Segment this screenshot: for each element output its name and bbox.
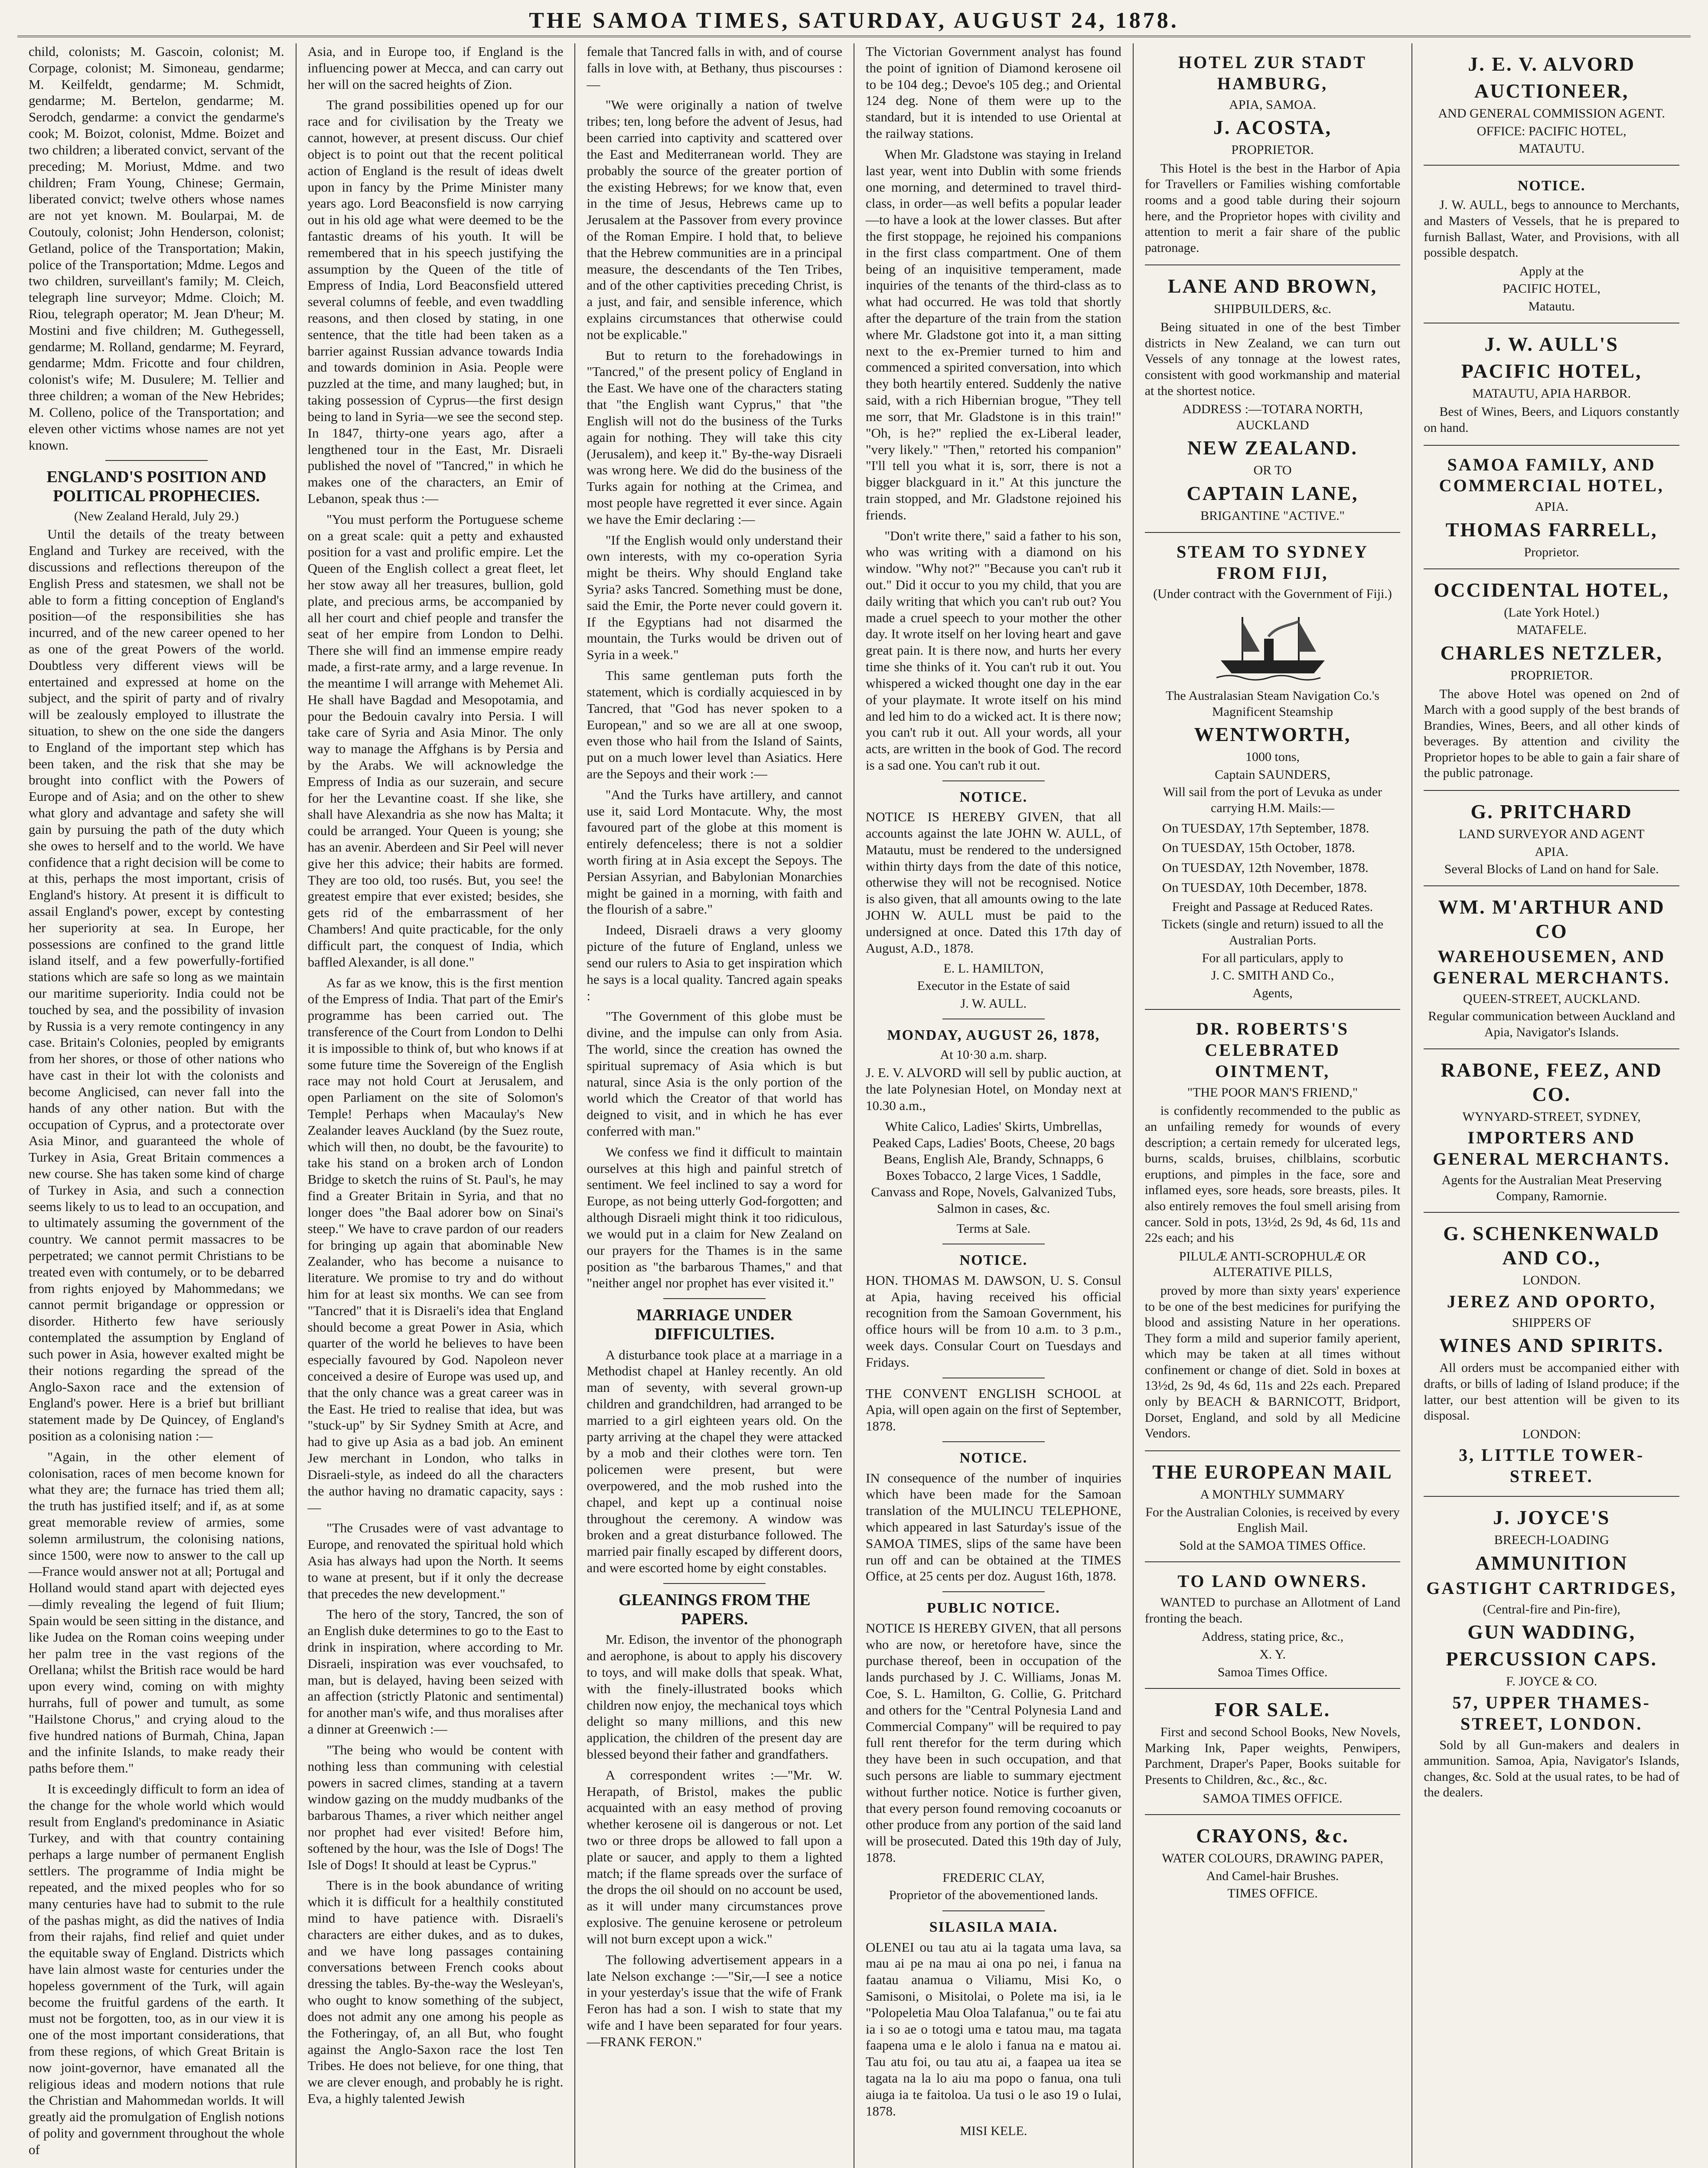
column-4 — [854, 43, 1134, 2168]
ad-for-sale — [1145, 1689, 1401, 1815]
notice-heading: PUBLIC NOTICE. — [927, 1600, 1060, 1616]
ad-body: First and second School Books, New Novels, Marking Ink, Paper weights, Penwipers, Parchment, Draper's Paper, Books suitable for Presents to Children, &c., &c., &c. — [1144, 1725, 1401, 1787]
ad-sub: BREECH-LOADING — [1494, 1533, 1609, 1548]
ad-role: LAND SURVEYOR AND AGENT — [1458, 827, 1645, 842]
ad-line: And Camel-hair Brushes. — [1206, 1868, 1339, 1883]
ad-agents: Agents, — [1252, 986, 1293, 1000]
ad-line: (Central-fire and Pin-fire), — [1483, 1602, 1620, 1616]
ad-aull-hotel — [1424, 323, 1679, 446]
ad-steam-sydney — [1145, 533, 1401, 1010]
ad-title: J. E. V. ALVORD — [1468, 53, 1636, 75]
article-paragraph: The grand possibilities opened up for our race and for civilisation by the Treaty we cannot, however, at present discuss. Our chief object is to point out that the recent political action of England is the result of ideas dwelt upon in fancy by the Prime Minister many years ago. Lord Beaconsfield is now carrying out in his old age what were deemed to be the fantastic dreams of his youth. It will be remembered that in his speech justifying the assumption by the Queen of the title of Empress of India, Lord Beaconsfield uttered several columns of feeble, and even twaddling reasons, and then closed by stating, in one sentence, that the title had been taken as a barrier against Russian advance towards India and towards dominion in Asia. People were puzzled at the time, and many laughed; but, in taking possession of Cyprus—the first design being to land in Syria—we see the second step. In 1847, thirty-one years ago, after a lengthened tour in the East, Mr. Disraeli published the novel of "Tancred," in which he makes one of the characters, an Emir of Lebanon, speak thus :— — [307, 97, 564, 506]
column-1 — [17, 43, 297, 2168]
sailing-date: On TUESDAY, 10th December, 1878. — [1162, 880, 1367, 895]
notice-body: HON. THOMAS M. DAWSON, U. S. Consul at Apia, having received his official recognition from the Samoan Government, his office hours will be from 10 a.m. to 3 p.m., week days. Consular Court on Tuesdays and Fridays. — [866, 1272, 1121, 1370]
ad-sail: Will sail from the port of Levuka as under carrying H.M. Mails:— — [1163, 785, 1382, 815]
column-6 — [1412, 43, 1691, 2168]
article-paragraph: female that Tancred falls in with, and of course falls in love with, at Bethany, thus piscourses :— — [587, 44, 843, 92]
ad-title: G. PRITCHARD — [1470, 800, 1633, 823]
article-paragraph: We confess we find it difficult to maintain ourselves at this high and painful stretch of sentiment. We feel inclined to say a word for Europe, as not being utterly God-forgotten; and although Disraeli might think it too ridiculous, we would put in a claim for New Zealand on our prayers for the Thames is in the same position as "the barbarous Thames," and that "neither angel nor prophet has ever visited it." — [587, 1144, 843, 1291]
ad-body: J. W. AULL, begs to announce to Merchants, and Masters of Vessels, that he is prepared to furnish Ballast, Water, and Provisions, with all possible despatch. — [1424, 198, 1680, 260]
ad-body: For the Australian Colonies, is received by every English Mail. — [1145, 1505, 1400, 1535]
ad-title: RABONE, FEEZ, AND CO. — [1441, 1058, 1662, 1105]
article-paragraph: "If the English would only understand their own interests, with my co-operation Syria might be theirs. Why should England take Syria? asks Tancred. Something must be done, said the Emir, the Porte never could govern it. If the Egyptians had not disarmed the mountain, the Turks would be driven out of Syria in a week." — [587, 532, 843, 663]
article-paragraph: "Again, in the other element of colonisation, races of men become known for what they are; the furnace has tried them all; the truth has justified itself; and if, as at some great memorable review of armies, some solemn armilustrum, the colonising nations, since 1500, were now to answer to the call up—France would answer not at all; Portugal and Holland would stand apart with dejected eyes—dimly revealing the legend of fuit Ilium; Spain would be seen sitting in the distance, and like Judea on the Roman coins weeping under her palm tree in the vast regions of the Orellana; whilst the British race would be hard upon every wind, coming on with mighty hurrahs, full of power and tumult, as some "Hailstone Chorus," and crying aloud to the five hundred nations of Burmah, China, Japan and the infinite Islands, to make ready their paths before them." — [29, 1449, 284, 1776]
divider — [942, 1910, 1045, 1911]
ad-title: G. SCHENKENWALD AND CO., — [1443, 1222, 1660, 1269]
article-paragraph: "The Crusades were of vast advantage to Europe, and renovated the spiritual hold which Asia has always had upon the North. It seems to wane at present, but if it only the decrease that precedes the new development." — [307, 1520, 564, 1601]
article-paragraph: A disturbance took place at a marriage in a Methodist chapel at Hanley recently. An old man of seventy, with several grown-up children and grandchildren, had arranged to be married to a girl eighteen years old. On the party arriving at the chapel they were attacked by a mob and their clothes were torn. Ten policemen were present, but were overpowered, and the mob rushed into the chapel, and kept up a continual noise throughout the ceremony. A window was broken and a great disturbance followed. The married pair finally escaped by different doors, and were escorted home by eight constables. — [587, 1347, 843, 1576]
notice-heading: SILASILA MAIA. — [929, 1919, 1058, 1936]
notice-signature: Executor in the Estate of said — [917, 979, 1070, 993]
ad-address: Address, stating price, &c., — [1201, 1629, 1344, 1644]
notice-signature: MISI KELE. — [960, 2124, 1027, 2139]
ad-mcarthur — [1424, 886, 1679, 1049]
ad-title: TO LAND OWNERS. — [1177, 1571, 1368, 1591]
ad-tickets: Tickets (single and return) issued to all the Australian Ports. — [1161, 917, 1384, 948]
ad-body: is confidently recommended to the public as an unfailing remedy for wounds of every description; a certain remedy for ulcerated legs, burns, scalds, bruises, chilblains, scorbutic eruptions, and pimples in the face, sore and inflamed eyes, sore heads, sore breasts, piles. It also entirely removes the foul smell arising from cancer. Sold in pots, 13½d, 2s 9d, 4s 6d, 11s and 22s each; and his — [1144, 1104, 1401, 1245]
ad-address: QUEEN-STREET, AUCKLAND. — [1463, 991, 1640, 1006]
ad-title: STEAM TO SYDNEY FROM FIJI, — [1176, 542, 1369, 583]
ad-title: J. W. AULL'S — [1484, 333, 1619, 355]
ad-sub: JEREZ AND OPORTO, — [1447, 1291, 1656, 1311]
ad-office: SAMOA TIMES OFFICE. — [1203, 1791, 1343, 1806]
ad-body: Being situated in one of the best Timber districts in New Zealand, we can turn out Vessels of any tonnage at the lowest rates, consistent with good workmanship and material at the shortest notice. — [1144, 320, 1401, 398]
ad-title: OCCIDENTAL HOTEL, — [1434, 578, 1669, 601]
ad-sold: Sold at the SAMOA TIMES Office. — [1179, 1538, 1366, 1553]
ad-goods: WINES AND SPIRITS. — [1439, 1334, 1664, 1357]
ad-title: FOR SALE. — [1214, 1698, 1331, 1721]
ad-land-owners — [1145, 1562, 1401, 1689]
ad-sub: IMPORTERS AND GENERAL MERCHANTS. — [1433, 1128, 1670, 1169]
ad-title: THE EUROPEAN MAIL — [1152, 1460, 1393, 1483]
ad-role: SHIPPERS OF — [1512, 1315, 1591, 1330]
ad-joyce — [1424, 1497, 1679, 1809]
article-paragraph: "The Government of this globe must be divine, and the impulse can only from Asia. The world, since the creation has owned the spiritual supremacy of Asia which is but natural, since Asia is the only portion of the world which the Creator of that world has deigned to visit, and in which he has ever conferred with man." — [587, 1009, 843, 1139]
ad-office: TIMES OFFICE. — [1227, 1886, 1318, 1901]
ad-place: APIA, SAMOA. — [1229, 97, 1316, 112]
notice-heading: NOTICE. — [1517, 178, 1586, 194]
notice-heading: NOTICE. — [959, 1450, 1028, 1466]
ad-place: APIA. — [1535, 844, 1568, 859]
ad-body: Agents for the Australian Meat Preserving Company, Ramornie. — [1441, 1172, 1662, 1203]
sale-date: MONDAY, AUGUST 26, 1878, — [887, 1027, 1100, 1044]
column-3 — [575, 43, 854, 2168]
ad-title: CRAYONS, &c. — [1196, 1825, 1349, 1847]
article-paragraph: child, colonists; M. Gascoin, colonist; M. Corpage, colonist; M. Simoneau, gendarme; M. Keilfeldt, gendarme; M. Schmidt, gendarme; M. Bertelon, gendarme; M. Serodch, gendarme: a convict the gendarme's cook; M. Boizot, colonist, Mdme. Boizet and two children; a liberated convict, servant of the preceding; M. Moriust, Mdme. and two children; Fram Young, Chinese; Germain, liberated convict; twelve others whose names are not yet known. M. Boularpai, M. de Coutouly, colonist; John Henderson, colonist; Getland, police of the Transportation; Makin, police of the Transportation; Mdme. Legos and two children, surveillant's family; M. Cleich, telegraph line surveyor; Mdme. Cloich; M. Riou, telegraph operator; M. Jean D'heur; M. Mostini and five children; M. Guthegessell, gendarme; M. Rolland, gendarme; M. Feyrard, gendarme; Mdm. Fricotte and four children, colonist's wife; M. Dusulere; M. Tellier and three children; a woman of the New Hebrides; M. Colleno, police of the Transportation; and eleven other victims whose names are not yet known. — [29, 44, 284, 453]
ad-dr-roberts — [1145, 1010, 1401, 1451]
ad-title: LANE AND BROWN, — [1167, 275, 1378, 297]
ad-role: PROPRIETOR. — [1510, 668, 1593, 682]
article-headline: MARRIAGE UNDER DIFFICULTIES. — [636, 1306, 793, 1343]
sale-items: White Calico, Ladies' Skirts, Umbrellas, Peaked Caps, Ladies' Boots, Cheese, 20 bags Beans, English Ale, Brandy, Schnapps, 6 Boxes Tobacco, 2 large Vices, 1 Saddle, Canvass and Rope, Novels, Galvanized Tubs, Salmon in cases, &c. — [871, 1118, 1116, 1216]
sale-time: At 10·30 a.m. sharp. — [940, 1047, 1047, 1062]
article-paragraph: Asia, and in Europe too, if England is the influencing power at Mecca, and can carry out her will on the sacred heights of Zion. — [307, 44, 564, 92]
ad-place: LONDON. — [1522, 1273, 1581, 1288]
article-paragraph: "We were originally a nation of twelve tribes; ten, long before the advent of Jesus, had been carried into captivity and scattered over the East and Mediterranean world. They are probably the source of the greater portion of the existing Hebrews; for we know that, even in the time of Jesus, Hebrews came up to Jerusalem at the Passover from every province of the Roman Empire. I hold that, to believe that the Hebrew communities are in a principal measure, the descendants of the Ten Tribes, and of the other captivities preceding Christ, is a just, and fair, and sensible inference, which explains circumstances that otherwise could not be explicable." — [587, 97, 843, 342]
ad-alvord — [1424, 43, 1679, 166]
article-paragraph: But to return to the forehadowings in "Tancred," of the present policy of England in the East. We have one of the characters stating that "the English want Cyprus," that "the English will not do the business of the Turks again for nothing. They will take this city (Jerusalem), and keep it." By-the-way Disraeli was wrong here. We did do the business of the Turks again for nothing at the Crimea, and most people have regretted it ever since. Again we have the Emir declaring :— — [587, 347, 843, 527]
article-headline: ENGLAND'S POSITION AND POLITICAL PROPHECIES. — [46, 468, 267, 505]
ad-title: J. JOYCE'S — [1493, 1506, 1610, 1529]
ad-crayons — [1145, 1815, 1401, 1910]
article-paragraph: This same gentleman puts forth the statement, which is cordially acquiesced in by Tancred, that "God has never spoken to a European," and so we are all at one swoop, even those who hail from the Island of Saints, put on a much lower level than Asiatics. Here are the Sepoys and their work :— — [587, 668, 843, 781]
ad-address: ADDRESS :—TOTARA NORTH, AUCKLAND — [1182, 402, 1363, 432]
article-paragraph: When Mr. Gladstone was staying in Ireland last year, went into Dublin with some friends one morning, and determined to travel third-class, in order—as well befits a popular leader—to have a look at the lower classes. But after the first stoppage, he rejoined his companions in the first class compartment. One of them being of an inquisitive temperament, made inquiries of the tenants of the third-class as to what had occurred. He was told that shortly after the departure of the train from the station where Mr. Gladstone got into it, a man sitting next to the ex-Premier turned to him and commenced a spirited conversation, into which they both heartily entered. Suddenly the native said, with a rich Hibernian brogue, "They tell me sorr, that Mr. Gladstone is in this train!" "Oh, is he?" replied the ex-Liberal leader, "very likely." "Then," retorted his companion" "I'll tell you what it is, sorr, there is not a bigger blackguard in it." At this juncture the train stopped, and Mr. Gladstone rejoined his friends. — [866, 146, 1121, 522]
ad-body: WANTED to purchase an Allotment of Land fronting the beach. — [1144, 1595, 1401, 1626]
ad-owner: CHARLES NETZLER, — [1440, 641, 1663, 664]
article-paragraph: "And the Turks have artillery, and cannot use it, said Lord Montacute. Why, the most favoured part of the globe at this moment is entirely defenceless; there is not a soldier worth firing at in Asia except the Sepoys. The Persian Assyrian, and Babylonian Monarchies might be gained in a morning, with faith and the flourish of a sabre." — [587, 787, 843, 917]
notice-heading: NOTICE. — [959, 789, 1028, 805]
ad-line: GASTIGHT CARTRIDGES, — [1426, 1578, 1677, 1598]
article-paragraph: As far as we know, this is the first mention of the Empress of India. That part of the Emir's programme has been carried out. The transference of the Court from London to Delhi it is impossible to think of, but who knows if at some future time the Sovereign of the English race may not hold Court at Jerusalem, and open Parliament on the site of Solomon's Temple! Perhaps when Macaulay's New Zealander leaves Auckland (by the Suez route, which will then, no doubt, be the favourite) to take his stand on a broken arch of London Bridge to sketch the ruins of St. Paul's, he may find a Greater Britain in Syria, and that no longer does "the Baal adorer bow on Sinai's steep." We have to crave pardon of our readers for bringing up again that abominable New Zealander, who has become a nuisance to literature. We promise to try and do without him for at least six months. We can see from "Tancred" that it is Disraeli's idea that England should become a great Power in Asia, which quarter of the world he believes to have been especially favoured by God. Napoleon never conceived a desire of Europe was used up, and that the only chance was a great career was in the East. He tried to realise that idea, but was "stuck-up" by Sir Sydney Smith at Acre, and had to give up Asia as a bad job. An eminent Jew merchant in London, who talks in Disraeli-style, as indeed do all the characters the author having no dramatic capacity, says :— — [307, 975, 564, 1515]
ad-or: OR TO — [1253, 463, 1292, 478]
ad-sub: WAREHOUSEMEN, AND GENERAL MERCHANTS. — [1433, 947, 1670, 987]
ad-body: Regular communication between Auckland and Apia, Navigator's Islands. — [1428, 1009, 1675, 1039]
column-5 — [1134, 43, 1413, 2168]
notice-signature: Proprietor of the abovementioned lands. — [889, 1888, 1098, 1903]
ad-office: OFFICE: PACIFIC HOTEL, — [1477, 124, 1627, 138]
article-paragraph: The hero of the story, Tancred, the son of an English duke determines to go to the East to drink in inspiration, where according to Mr. Disraeli, inspiration was ever vouchsafed, to man, but is delayed, having been seized with an affection (strictly Platonic and sentimental) for another man's wife, and thus moralises after a dinner at Greenwich :— — [307, 1606, 564, 1737]
ad-company: The Australasian Steam Navigation Co.'s Magnificent Steamship — [1166, 688, 1379, 719]
ad-role: AUCTIONEER, — [1474, 80, 1629, 102]
ad-place: MATAUTU. — [1519, 141, 1585, 156]
ad-captain: Captain SAUNDERS, — [1215, 767, 1330, 782]
ad-line: WATER COLOURS, DRAWING PAPER, — [1162, 1851, 1383, 1866]
divider — [942, 1591, 1045, 1592]
ad-hotel: PACIFIC HOTEL, — [1461, 359, 1642, 382]
article-paragraph: The Victorian Government analyst has found the point of ignition of Diamond kerosene oil to be 104 deg.; Devoe's 105 deg.; and Oriental 124 deg. None of them were up to the standard, but it is intended to use Oriental at the railway stations. — [866, 44, 1121, 141]
notice-signature: J. W. AULL. — [960, 996, 1027, 1011]
ad-address: WYNYARD-STREET, SYDNEY, — [1462, 1109, 1641, 1124]
article-paragraph: A correspondent writes :—"Mr. W. Herapath, of Bristol, makes the public acquainted with an easy method of proving whether kerosene oil is dangerous or not. Let two or three drops be allowed to fall upon a plate or saucer, and apply to them a lighted match; if the flame spreads over the surface of the drops the oil should on no account be used, as it will under many circumstances prove explosive. The genuine kerosene or petroleum will not burn except upon a wick." — [587, 1767, 843, 1946]
article-paragraph: "Don't write there," said a father to his son, who was writing with a diamond on his window. "Why not?" "Because you can't rub it out." Did it occur to you my child, that you are daily writing that which you can't rub out? You made a cruel speech to your mother the other day. It wrote itself on her loving heart and gave great pain. It is there now, and hurts her every time she thinks of it. You can't rub it out. You whispered a wicked thought one day in the ear of your playmate. It wrote itself on his mind and led him to do a wicked act. It is there now; you can't rub it out. All your words, all your acts, are written in the book of God. The record is a sad one. You can't rub it out. — [866, 528, 1121, 773]
ad-role: PROPRIETOR. — [1231, 143, 1314, 157]
sailing-date: On TUESDAY, 15th October, 1878. — [1162, 840, 1355, 855]
ad-sub: (Under contract with the Government of Fiji.) — [1153, 587, 1392, 601]
ad-body: Sold by all Gun-makers and dealers in ammunition. Samoa, Apia, Navigator's Islands, changes, &c. Sold at the usual rates, to be had of the dealers. — [1424, 1737, 1680, 1800]
article-paragraph: There is in the book abundance of writing which it is difficult for a healthily constituted mind to have patience with. Disraeli's characters are either dukes, and as to dukes, and we have long passages containing conversations between French cooks about dressing the tables. By-the-way the Wesleyan's, who ought to know something of the subject, does not admit any one among his people as the Fotheringay, of, an all But, who fought against the Anglo-Saxon race the lost Ten Tribes. He does not believe, for one thing, that we are clever enough, and probably he is right. Eva, a highly talented Jewish — [307, 1877, 564, 2106]
column-2 — [297, 43, 576, 2168]
article-paragraph: Indeed, Disraeli draws a very gloomy picture of the future of England, unless we send our rulers to Asia to get inspiration which he says is a local quality. Tancred again speaks : — [587, 922, 843, 1003]
ad-line: F. JOYCE & CO. — [1506, 1674, 1597, 1689]
divider — [105, 460, 208, 461]
ad-title: DR. ROBERTS'S CELEBRATED OINTMENT, — [1196, 1019, 1349, 1081]
steamship-icon — [1216, 608, 1329, 682]
ad-aull-notice — [1424, 166, 1679, 323]
ad-line: GUN WADDING, — [1467, 1621, 1636, 1643]
ad-place: MATAFELE. — [1516, 623, 1587, 637]
ad-office: Samoa Times Office. — [1217, 1665, 1328, 1679]
columns — [17, 43, 1691, 2168]
ad-country: NEW ZEALAND. — [1187, 437, 1358, 459]
ad-sub: "THE POOR MAN'S FRIEND," — [1187, 1085, 1358, 1100]
ad-tons: 1000 tons, — [1245, 750, 1300, 764]
ad-sub: SHIPBUILDERS, &c. — [1214, 301, 1331, 316]
ad-sub: AND GENERAL COMMISSION AGENT. — [1438, 106, 1665, 121]
ad-captain: CAPTAIN LANE, — [1186, 482, 1359, 505]
notice-heading: NOTICE. — [959, 1252, 1028, 1269]
ad-place: Matautu. — [1528, 299, 1575, 314]
ad-agent: J. C. SMITH AND Co., — [1211, 968, 1334, 983]
ad-apply: Apply at the — [1519, 264, 1584, 278]
notice-body: OLENEI ou tau atu ai la tagata uma lava, sa mau ai pe na mau ai ona po nei, i fanua na faatau anamua o Viliamu, Misi Ko, o Samisoni, o Misitolai, o Polete ma isi, ia le "Polopeletia Mau Oloa Talafanua," ou te fai atu ia i so ae o totogi uma e tatou mau, ma tagata faapena uma e le alolo i fanua na e matou ai. Tau atu foi, ou tau atu ai, a faapea ua itea se tagata na la lo aiu ma popo o fanua, ona tuli aiuga ia te faitoloa. Ua tusi o le aso 19 o Iulai, 1878. — [866, 1939, 1121, 2119]
ad-sub: (Late York Hotel.) — [1504, 605, 1600, 620]
ad-schenkenwald — [1424, 1213, 1679, 1497]
ad-lane-brown — [1145, 265, 1401, 532]
ad-brig: BRIGANTINE "ACTIVE." — [1200, 509, 1345, 523]
ad-role: Proprietor. — [1524, 545, 1579, 559]
ad-london: LONDON: — [1522, 1427, 1581, 1441]
ad-owner: THOMAS FARRELL, — [1445, 518, 1658, 541]
ad-address: 3, LITTLE TOWER-STREET. — [1459, 1445, 1645, 1486]
ad-body: Best of Wines, Beers, and Liquors constantly on hand. — [1424, 405, 1680, 435]
article-paragraph: Until the details of the treaty between England and Turkey are received, with the discussions and reflections thereupon of the English Press and statesmen, we shall not be able to form a fitting conception of England's position—of the responsibilities she has incurred, and of the new career opened to her as one of the great Powers of the world. Doubtless very different views will be entertained and expressed at home on the subject, and the spirit of party and of rivalry will be zealously employed to illustrate the situation, to shew on the one side the dangers to England of the important step which has been taken, and the risk that she may be brought into conflict with the Powers of Europe and of Asia; and on the other to shew what glory and advantage and safety she will gain by pursuing the path of the duty which she owes to herself and to the world. We have confidence that a right decision will be come to at this, perhaps the most important, crisis of England's history. At present it is difficult to assail England's power, except by contesting her superiority at sea. In Europe, her possessions are confined to the grand little island itself, and a few powerfully-fortified stations which are safe so long as we maintain our maritime superiority. India could not be touched by sea, and the possibility of invasion by Russia is a very remote contingency in any case. Britain's Colonies, peopled by emigrants from her shores, or those of other nations who have cast in their lot with the colonists and become Anglicised, can never fall into the hands of any other nation. But with the occupation of Cyprus, and a protectorate over Asia Minor, and guaranteed the whole of Turkey in Asia, Great Britain commences a new course. She has taken some kind of charge of Turkey in Asia, and such a connection seems likely to us to lead to an occupation, and to ultimately assuming the government of the country. We cannot permit massacres to be perpetrated; we cannot permit Christians to be treated even with contumely, or to be debarred from rights enjoyed by Mahommedans; we cannot permit brigandage or oppression or disorder. Hitherto few have seriously contemplated the assumption by England of such power in Asia, however exalted might be their notions regarding the spread of the Anglo-Saxon race and the extension of England's power. Here is a brief but brilliant statement made by De Quincey, of England's position as a colonising nation :— — [29, 526, 284, 1443]
divider — [663, 1298, 766, 1299]
ad-ship-name: WENTWORTH, — [1194, 723, 1351, 746]
ad-samoa-hotel — [1424, 446, 1679, 569]
masthead: THE SAMOA TIMES, SATURDAY, AUGUST 24, 1878. — [17, 8, 1691, 37]
ad-xy: X. Y. — [1259, 1647, 1286, 1662]
article-paragraph: The following advertisement appears in a late Nelson exchange :—"Sir,—I see a notice in your yesterday's issue that the wife of Frank Feron has had a son. I wish to state that my wife and I have been separated for four years.—FRANK FERON." — [587, 1952, 843, 2049]
ad-pritchard — [1424, 791, 1679, 886]
ad-body: All orders must be accompanied either with drafts, or bills of lading of Island produce; if the latter, our best attention will be given to its disposal. — [1424, 1361, 1680, 1423]
sailing-dates — [1145, 820, 1401, 896]
ad-european-mail — [1145, 1451, 1401, 1562]
ad-place: APIA. — [1535, 500, 1568, 514]
sailing-date: On TUESDAY, 12th November, 1878. — [1162, 860, 1369, 875]
ad-line: AMMUNITION — [1475, 1551, 1628, 1574]
notice-body: NOTICE IS HEREBY GIVEN, that all persons who are now, or heretofore have, since the purchase thereof, been in occupation of the lands purchased by J. C. Williams, Jonas M. Coe, S. L. Hamilton, G. Collie, G. Pritchard and others for the "Central Polynesia Land and Commercial Company" will be required to pay full rent therefor for the term during which they have been in such occupation, and that such persons are liable to summary ejectment without further notice. Notice is further given, that every person found removing cocoanuts or other produce from any portion of the said land will be prosecuted. Dated this 19th day of July, 1878. — [866, 1620, 1121, 1865]
notice-signature: E. L. HAMILTON, — [943, 961, 1044, 976]
sailing-date: On TUESDAY, 17th September, 1878. — [1162, 820, 1369, 836]
article-paragraph: "The being who would be content with nothing less than communing with celestial powers in sacred climes, standing at a tavern window gazing on the muddy mudbanks of the barbarous Thames, a river which neither angel nor prophet had ever visited! Before him, softened by the hour, was the Isle of Dogs! The Isle of Dogs! It should at least be Cyprus." — [307, 1742, 564, 1872]
ad-pills: PILULÆ ANTI-SCROPHULÆ OR ALTERATIVE PILLS, — [1179, 1249, 1366, 1280]
ad-hotel-hamburg — [1145, 43, 1401, 265]
ad-body: Several Blocks of Land on hand for Sale. — [1444, 862, 1659, 877]
notice-signature: FREDERIC CLAY, — [942, 1870, 1045, 1885]
divider — [942, 780, 1045, 781]
ad-place: MATAUTU, APIA HARBOR. — [1472, 386, 1631, 401]
convent-notice: THE CONVENT ENGLISH SCHOOL at Apia, will open again on the first of September, 1878. — [866, 1385, 1121, 1434]
ad-title: SAMOA FAMILY, AND COMMERCIAL HOTEL, — [1439, 454, 1664, 496]
ad-freight: Freight and Passage at Reduced Rates. — [1172, 899, 1373, 914]
article-source: (New Zealand Herald, July 29.) — [74, 509, 239, 523]
ad-title: HOTEL ZUR STADT HAMBURG, — [1178, 52, 1367, 93]
ad-body: The above Hotel was opened on 2nd of March with a good supply of the best brands of Brandies, Wines, Beers, and all other kinds of beverages. By attention and civility the Proprietor hopes to be able to gain a fair share of the public patronage. — [1424, 686, 1680, 780]
ad-line: PERCUSSION CAPS. — [1446, 1648, 1658, 1670]
divider — [942, 1441, 1045, 1442]
ad-body: proved by more than sixty years' experience to be one of the best medicines for purifying the blood and assisting Nature in her operations. They form a mild and superior family aperient, which may be taken at all times without confinement or change of diet. Sold in boxes at 13½d, 2s 9d, 4s 6d, 11s and 22s each. Prepared only by BEACH & BARNICOTT, Bridport, Dorset, England, and sold by all Medicine Vendors. — [1144, 1283, 1401, 1441]
ad-apply: For all particulars, apply to — [1202, 950, 1343, 965]
ad-body: This Hotel is the best in the Harbor of Apia for Travellers or Families wishing comfortable rooms and a good table during their sojourn here, and the Proprietor hopes with civility and attention to merit a fair share of the public patronage. — [1144, 161, 1401, 255]
article-headline: GLEANINGS FROM THE PAPERS. — [618, 1590, 811, 1628]
ad-owner: J. ACOSTA, — [1213, 116, 1332, 139]
ad-rabone-feez — [1424, 1049, 1679, 1213]
ad-occidental-hotel — [1424, 569, 1679, 791]
notice-body: IN consequence of the number of inquiries which have been made for the Samoan translation of the MULINCU TELEPHONE, which appeared in last Saturday's issue of the SAMOA TIMES, slips of the same have been run off and can be obtained at the TIMES Office, at 25 cents per doz. August 16th, 1878. — [866, 1470, 1121, 1584]
divider — [663, 1583, 766, 1584]
article-paragraph: Mr. Edison, the inventor of the phonograph and aerophone, is about to apply his discovery to toys, and will make dolls that speak. What, with the finely-illustrated books which children now enjoy, the mechanical toys which delight so many millions, and this new application, the children of the present day are blessed beyond their father and grandfathers. — [587, 1632, 843, 1762]
ad-title: WM. M'ARTHUR AND CO — [1438, 895, 1665, 943]
ad-sub: A MONTHLY SUMMARY — [1200, 1487, 1345, 1502]
notice-body: NOTICE IS HEREBY GIVEN, that all accounts against the late JOHN W. AULL, of Matautu, must be rendered to the undersigned within thirty days from the date of this notice, otherwise they will not be recognised. Notice is also given, that all amounts owing to the late JOHN W. AULL must be paid to the undersigned at once. Dated this 17th day of August, A.D., 1878. — [866, 809, 1121, 956]
article-paragraph: "You must perform the Portuguese scheme on a great scale: quit a petty and exhausted position for a vast and prolific empire. Let the Queen of the English collect a great fleet, let her stow away all her treasures, bullion, gold plate, and precious arms, be accompanied by all her court and chief people and transfer the seat of her empire from London to Delhi. There she will find an immense empire ready made, a first-rate army, and a large revenue. In the meantime I will arrange with Mehemet Ali. He shall have Bagdad and Mesopotamia, and pour the Bedouin cavalry into Persia. I will take care of Syria and Asia Minor. The only way to manage the Affghans is by Persia and by the Arabs. We will acknowledge the Empress of India as our suzerain, and secure for her the Levantine coast. If she like, she shall have Alexandria as she now has Malta; it could be arranged. Your Queen is young; she has an avenir. Aberdeen and Sir Peel will never give her this advice; their habits are formed. They are too old, too rusés. But, you see! the greatest empire that ever existed; besides, she gets rid of the embarrassment of her Chambers! And quite practicable, for the only difficult part, the conquest of India, which baffled Alexander, is all done." — [307, 511, 564, 970]
ad-address: 57, UPPER THAMES-STREET, LONDON. — [1452, 1693, 1651, 1734]
sale-terms: Terms at Sale. — [956, 1221, 1031, 1236]
sale-body: J. E. V. ALVORD will sell by public auction, at the late Polynesian Hotel, on Monday next at 10.30 a.m., — [866, 1065, 1121, 1113]
article-paragraph: It is exceedingly difficult to form an idea of the change for the whole world which would result from England's predominance in Asiatic Turkey, and with that country containing perhaps a large number of permanent English settlers. The programme of India might be repeated, and the mixed peoples who for so many centuries have had to submit to the rule of the pashas might, as did the natives of India from their rajahs, find relief and quiet under the equitable sway of England. Districts which have lain almost waste for centuries under the hopeless government of the Turk, will again become the fruitful gardens of the earth. It must not be forgotten, too, as in our view it is one of the most important considerations, that from these regions, of which Great Britain is now joint-governor, have emanated all the religious ideas and modern notions that rule the Christian and Mahommedan worlds. It will greatly aid the promulgation of English notions of polity and government throughout the whole of — [29, 1781, 284, 2157]
ad-hotel: PACIFIC HOTEL, — [1503, 281, 1600, 296]
